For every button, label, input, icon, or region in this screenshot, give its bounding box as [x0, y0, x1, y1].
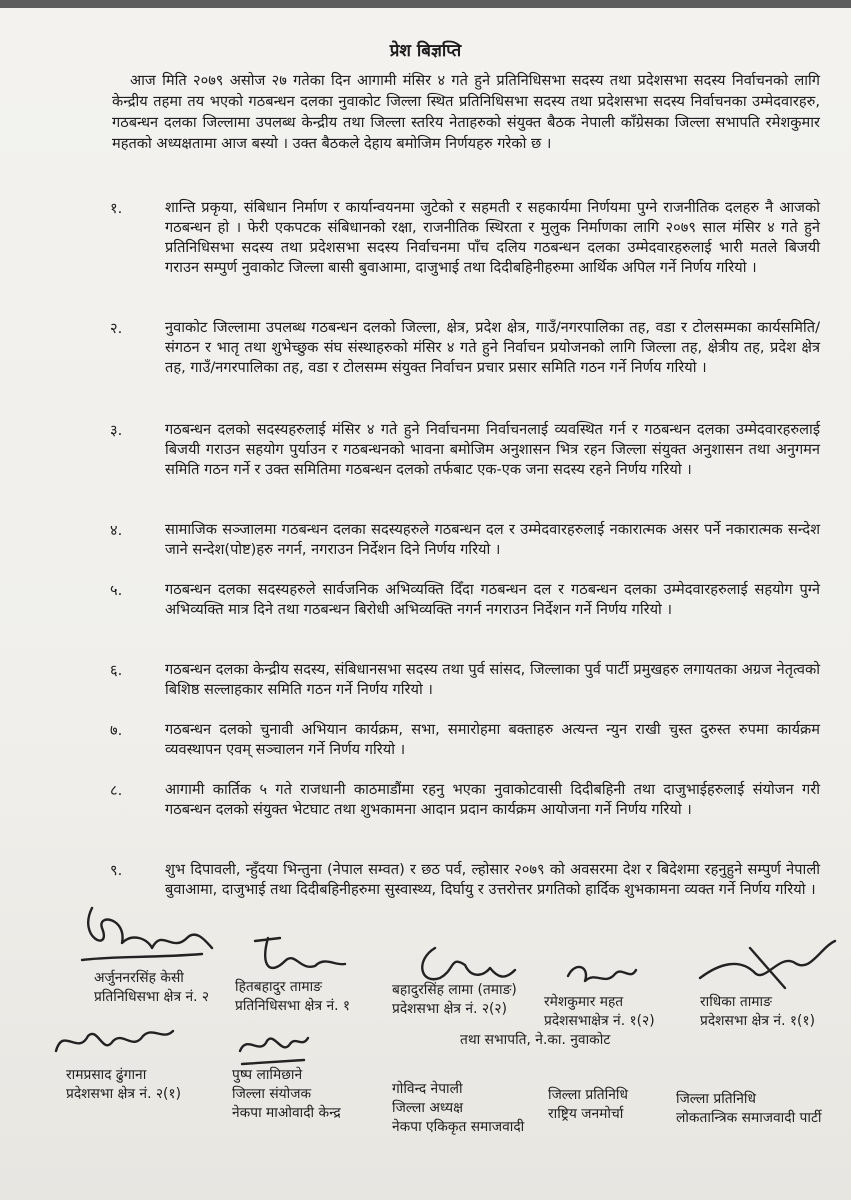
document-title: प्रेश बिज्ञप्ति — [389, 41, 462, 61]
signatory-title: प्रदेशसभा क्षेत्र नं. २(२) — [392, 1001, 507, 1017]
signatory-name: रामप्रसाद ढुंगाना — [66, 1067, 147, 1083]
intro-paragraph — [112, 70, 820, 154]
signatory-title: जिल्ला अध्यक्ष — [392, 1100, 463, 1116]
signatory-title: राष्ट्रिय जनमोर्चा — [548, 1106, 624, 1122]
signatory-name: अर्जुननरसिंह केसी — [94, 970, 184, 986]
signatory-title: जिल्ला संयोजक — [232, 1086, 312, 1102]
signatory-affiliation: नेकपा एकिकृत समाजवादी — [392, 1119, 525, 1135]
signatory-title: प्रदेशसभा क्षेत्र नं. २(१) — [66, 1086, 181, 1102]
signatory-title: लोकतान्त्रिक समाजवादी पार्टी — [676, 1110, 822, 1126]
decision-number: २. — [110, 320, 123, 337]
decision-number: १. — [110, 200, 123, 217]
signatory-title: प्रतिनिधिसभा क्षेत्र नं. २ — [94, 989, 210, 1005]
signature-scribble-2 — [240, 926, 360, 986]
signature-scribble-1 — [72, 898, 222, 968]
signatory-name: रमेशकुमार महत — [544, 994, 624, 1010]
decision-number: ४. — [110, 522, 123, 539]
signatory-6 — [66, 1066, 181, 1104]
signatory-name: गोविन्द नेपाली — [392, 1081, 463, 1097]
decision-number: ३. — [110, 422, 123, 439]
intro-text: आज मिति २०७९ असोज २७ गतेका दिन आगामी मंसिर ४ गते हुने प्रतिनिधिसभा सदस्य तथा प्रदेशसभा सदस्य निर्वाचनको लागि केन्द्रीय तहमा तय भएको गठबन्धन दलका नुवाकोट जिल्ला स्थित प्रतिनिधिसभा सदस्य तथा प्रदेशसभा सदस्य निर्वाचनका उम्मेदवारहरु, गठबन्धन दलका जिल्लामा उपलब्ध केन्द्रीय तथा जिल्ला स्तरिय नेताहरुको संयुक्त बैठक नेपाली काँग्रेसका जिल्ला सभापति रमेशकुमार महतको अध्यक्षतामा आज बस्यो । उक्त बैठकले देहाय बमोजिम निर्णयहरु गरेको छ । — [112, 72, 820, 152]
decision-text: गठबन्धन दलको सदस्यहरुलाई मंसिर ४ गते हुने निर्वाचनमा निर्वाचनलाई व्यवस्थित गर्न र गठबन्धन दलका उम्मेदवारहरुलाई बिजयी गराउन सहयोग पुर्याउन र गठबन्धनको भावना बमोजिम अनुशासन भित्र रहन जिल्ला संयुक्त अनुशासन तथा अनुगमन समिति गठन गर्ने र उक्त समितिमा गठबन्धन दलको तर्फबाट एक-एक जना सदस्य रहने निर्णय गरियो । — [165, 421, 820, 478]
decision-item-8 — [110, 780, 820, 820]
decision-item-9 — [110, 860, 820, 900]
signatory-name: राधिका तामाङ — [700, 994, 772, 1010]
signatory-7 — [232, 1066, 341, 1123]
signature-scribble-7 — [232, 1026, 312, 1071]
decision-text: आगामी कार्तिक ५ गते राजधानी काठमाडौंमा रहनु भएका नुवाकोटवासी दिदीबहिनी तथा दाजुभाईहरुलाई संयोजन गरी गठबन्धन दलको संयुक्त भेटघाट तथा शुभकामना आदान प्रदान कार्यक्रम आयोजना गर्ने निर्णय गरियो । — [165, 781, 820, 818]
signatory-title: प्रतिनिधिसभा क्षेत्र नं. १ — [235, 998, 351, 1014]
decision-number: ७. — [110, 722, 123, 739]
signatory-5 — [700, 993, 815, 1031]
press-release-document — [0, 8, 851, 1200]
decision-item-2 — [110, 318, 820, 378]
decision-item-3 — [110, 420, 820, 480]
signatory-affiliation: तथा सभापति, ने.का. नुवाकोट — [460, 1032, 611, 1048]
signatory-name: जिल्ला प्रतिनिधि — [548, 1087, 628, 1103]
decision-item-5 — [110, 580, 820, 620]
signatory-title: प्रदेशसभा क्षेत्र नं. १(१) — [700, 1013, 815, 1029]
decision-text: नुवाकोट जिल्लामा उपलब्ध गठबन्धन दलको जिल्ला, क्षेत्र, प्रदेश क्षेत्र, गाउँ/नगरपालिका तह, वडा र टोलसम्मका कार्यसमिति/संगठन र भातृ तथा शुभेच्छुक संघ संस्थाहरुको मंसिर ४ गते हुने निर्वाचन प्रयोजनको लागि जिल्ला तह, क्षेत्रीय तह, प्रदेश क्षेत्र तह, गाउँ/नगरपालिका तह, वडा र टोलसम्म संयुक्त निर्वाचन प्रचार प्रसार समिति गठन गर्ने निर्णय गरियो । — [165, 319, 820, 376]
signatory-8 — [392, 1080, 524, 1137]
signatory-10 — [676, 1090, 821, 1128]
signatory-9 — [548, 1086, 628, 1124]
signatory-1 — [94, 969, 209, 1007]
signatory-title: प्रदेशसभाक्षेत्र नं. १(२) — [544, 1013, 655, 1029]
signatory-name: बहादुरसिंह लामा (तमाङ) — [392, 982, 517, 998]
signature-scribble-6 — [48, 1016, 178, 1066]
signatory-4-note — [460, 1031, 610, 1050]
signatory-name: हितबहादुर तामाङ — [235, 979, 322, 995]
decision-number: ८. — [110, 782, 123, 799]
decision-text: शान्ति प्रकृया, संबिधान निर्माण र कार्यान्वयनमा जुटेको र सहमती र सहकार्यमा निर्णयमा पुग्ने राजनीतिक दलहरु नै आजको गठबन्धन हो । फेरी एकपटक संबिधानको रक्षा, राजनीतिक स्थिरता र मुलुक निर्माणका लागि २०७९ साल मंसिर ४ गते हुने प्रतिनिधिसभा सदस्य तथा प्रदेशसभा सदस्य निर्वाचनमा पाँच दलिय गठबन्धन दलका उम्मेदवारहरुलाई भारी मतले बिजयी गराउन सम्पुर्ण नुवाकोट जिल्ला बासी बुवाआमा, दाजुभाई तथा दिदीबहिनीहरुमा आर्थिक अपिल गर्ने निर्णय गरियो । — [165, 199, 820, 276]
signatory-4 — [544, 993, 655, 1031]
decision-item-7 — [110, 720, 820, 760]
decision-text: शुभ दिपावली, न्हुँदया भिन्तुना (नेपाल सम्वत) र छठ पर्व, ल्होसार २०७९ को अवसरमा देश र बिदेशमा रहनुहुने सम्पुर्ण नेपाली बुवाआमा, दाजुभाई तथा दिदीबहिनीहरुमा सुस्वास्थ्य, दिर्घायु र उत्तरोत्तर प्रगतिको हार्दिक शुभकामना व्यक्त गर्ने निर्णय गरियो । — [165, 861, 820, 898]
signatory-name: जिल्ला प्रतिनिधि — [676, 1091, 756, 1107]
signatory-2 — [235, 978, 350, 1016]
signature-scribble-5 — [690, 933, 840, 993]
decision-text: गठबन्धन दलका केन्द्रीय सदस्य, संबिधानसभा सदस्य तथा पुर्व सांसद, जिल्लाका पुर्व पार्टी प्रमुखहरु लगायतका अग्रज नेतृत्वको बिशिष्ठ सल्लाहकार समिति गठन गर्ने निर्णय गरियो । — [165, 661, 820, 698]
decision-text: गठबन्धन दलको चुनावी अभियान कार्यक्रम, सभा, समारोहमा बक्ताहरु अत्यन्त न्युन राखी चुस्त दुरुस्त रुपमा कार्यक्रम व्यवस्थापन एवम् सञ्चालन गर्ने निर्णय गरियो । — [165, 721, 820, 758]
signatory-name: पुष्प लामिछाने — [232, 1067, 303, 1083]
decision-number: ६. — [110, 662, 123, 679]
top-edge-bar — [0, 0, 851, 8]
signature-scribble-4 — [560, 956, 640, 996]
signatory-affiliation: नेकपा माओवादी केन्द्र — [232, 1105, 341, 1121]
decision-number: ९. — [110, 862, 123, 879]
decision-item-6 — [110, 660, 820, 700]
decision-text: गठबन्धन दलका सदस्यहरुले सार्वजनिक अभिव्यक्ति दिँदा गठबन्धन दल र गठबन्धन दलका उम्मेदवारहरुलाई सहयोग पुग्ने अभिव्यक्ति मात्र दिने तथा गठबन्धन बिरोधी अभिव्यक्ति नगर्न नगराउन निर्देशन गर्ने निर्णय गरियो । — [165, 581, 820, 618]
decision-item-4 — [110, 520, 820, 560]
signatory-3 — [392, 981, 517, 1019]
decision-number: ५. — [110, 582, 123, 599]
decision-item-1 — [110, 198, 820, 278]
decision-text: सामाजिक सञ्जालमा गठबन्धन दलका सदस्यहरुले गठबन्धन दल र उम्मेदवारहरुलाई नकारात्मक असर पर्ने नकारात्मक सन्देश जाने सन्देश(पोष्ट)हरु नगर्न, नगराउन निर्देशन दिने निर्णय गरियो । — [165, 521, 820, 558]
